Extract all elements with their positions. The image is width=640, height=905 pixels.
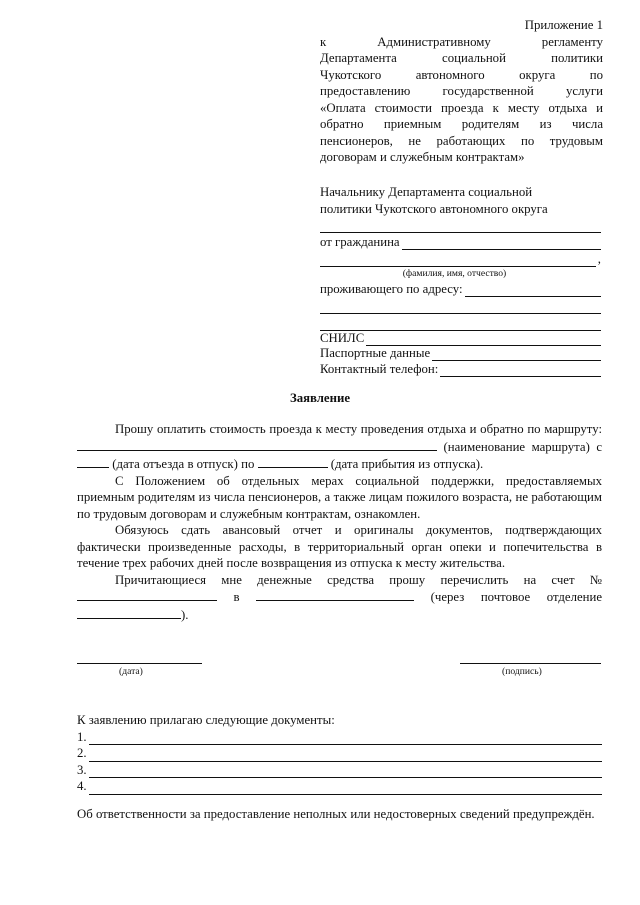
attached-documents <box>77 712 602 795</box>
document-item-number: 3. <box>77 762 87 777</box>
name-continuation-row <box>320 250 601 267</box>
from-citizen-label: от гражданина <box>320 234 400 249</box>
route-text-c: (дата отъезда в отпуск) по <box>112 457 255 471</box>
phone-label: Контактный телефон: <box>320 361 439 376</box>
payment-text-d: ). <box>181 607 189 622</box>
document-item-field[interactable] <box>89 782 602 795</box>
addressee-line: политики Чукотского автономного округа <box>320 201 548 216</box>
acknowledgement-paragraph: С Положением об отдельных мерах социальной поддержки, предоставляемых приемным родителям из числа пенсионеров, а также лицам пожилого возраста, не работающим по трудовым договорам и служебным контрактам, ознакомлен. <box>77 473 602 521</box>
obligation-paragraph: Обязуюсь сдать авансовый отчет и оригиналы документов, подтверждающих фактически произведенные расходы, в территориальный орган опеки и попечительства в течение трех рабочих дней после возвращения из отпуска к месту жительства. <box>77 523 602 570</box>
appendix-line: пенсионеров, не работающих по трудовым <box>320 133 603 148</box>
departure-date-field[interactable] <box>77 455 109 468</box>
date-caption: (дата) <box>119 666 143 677</box>
date-field[interactable] <box>77 651 202 664</box>
address-row-3 <box>320 314 601 331</box>
payment-paragraph <box>77 572 602 624</box>
document-item-field[interactable] <box>89 765 602 778</box>
account-number-field[interactable] <box>77 588 217 601</box>
name-caption: (фамилия, имя, отчество) <box>402 268 507 279</box>
payment-text-b: в <box>233 590 240 604</box>
blank-line[interactable] <box>320 220 601 233</box>
documents-heading: К заявлению прилагаю следующие документы: <box>77 713 335 727</box>
passport-row <box>320 346 601 361</box>
appendix-line: предоставлению государственной услуги <box>320 84 603 98</box>
phone-field[interactable] <box>440 364 601 377</box>
address-label: проживающего по адресу: <box>320 281 463 296</box>
route-text-a: Прошу оплатить стоимость проезда к месту проведения отдыха и обратно по маршруту: <box>115 422 602 436</box>
document-item-number: 2. <box>77 746 87 760</box>
payment-text-c: (через почтовое отделение <box>430 590 603 604</box>
route-paragraph <box>77 421 602 473</box>
post-office-field[interactable] <box>77 606 181 619</box>
date-signature-block <box>77 651 202 678</box>
responsibility-note: Об ответственности за предоставление неполных или недостоверных сведений предупреждён. <box>77 807 595 821</box>
appendix-line: договорам и служебным контрактам» <box>320 150 525 164</box>
arrival-date-field[interactable] <box>258 455 328 468</box>
address-field-2[interactable] <box>320 301 601 314</box>
address-field[interactable] <box>465 284 601 297</box>
comma: , <box>597 251 601 266</box>
route-text-b: (наименование маршрута) с <box>443 439 603 454</box>
route-text-d: (дата прибытия из отпуска). <box>330 457 484 471</box>
appendix-line: Чукотского автономного округа по <box>320 67 603 82</box>
application-body <box>77 421 602 623</box>
address-row-2 <box>320 297 601 314</box>
route-field[interactable] <box>77 438 437 451</box>
phone-row <box>320 361 601 377</box>
citizen-name-field-2[interactable] <box>320 254 596 267</box>
appendix-line: Департамента социальной политики <box>320 51 603 65</box>
blank-line-row <box>320 216 601 233</box>
document-item-field[interactable] <box>89 732 602 745</box>
appendix-number: Приложение 1 <box>524 18 603 32</box>
passport-label: Паспортные данные <box>320 345 431 360</box>
citizen-name-field[interactable] <box>402 237 601 250</box>
bank-field[interactable] <box>256 588 414 601</box>
appendix-header <box>320 17 603 166</box>
signature-caption: (подпись) <box>502 666 542 677</box>
address-row <box>320 280 601 297</box>
document-item-number: 4. <box>77 779 87 793</box>
document-item <box>77 762 602 779</box>
snils-label: СНИЛС <box>320 330 365 345</box>
applicant-fields <box>320 216 601 377</box>
signature-block <box>460 651 601 678</box>
document-title: Заявление <box>289 391 351 405</box>
passport-field[interactable] <box>432 348 601 361</box>
appendix-line: обратно приемным родителям из числа <box>320 117 603 131</box>
addressee-line: Начальнику Департамента социальной <box>320 185 533 199</box>
document-item <box>77 778 602 795</box>
document-item-number: 1. <box>77 729 87 744</box>
payment-text-a: Причитающиеся мне денежные средства прошу перечислить на счет № <box>115 572 602 587</box>
appendix-line: «Оплата стоимости проезда к месту отдыха и <box>320 100 603 115</box>
addressee-block <box>320 184 603 217</box>
document-item <box>77 729 602 746</box>
from-citizen-row <box>320 233 601 250</box>
document-item-field[interactable] <box>89 749 602 762</box>
document-item <box>77 745 602 762</box>
appendix-line: к Административному регламенту <box>320 34 603 49</box>
signature-field[interactable] <box>460 651 601 664</box>
